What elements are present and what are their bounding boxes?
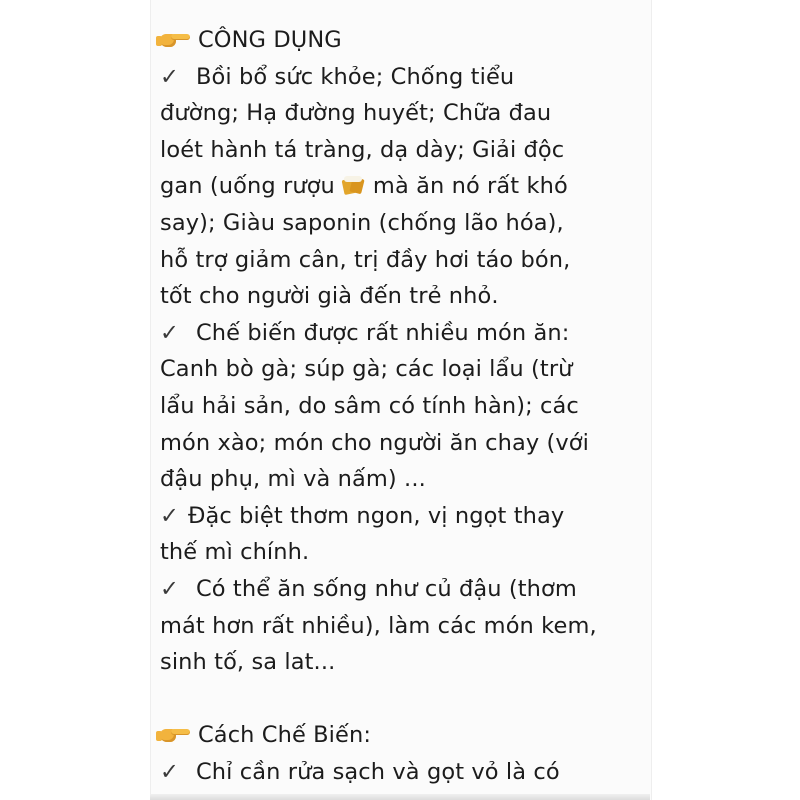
flavor-line-2: thế mì chính. [160,539,310,566]
post-content [160,22,640,790]
method-line-1: ✓ Chỉ cần rửa sạch và gọt vỏ là có [160,754,640,791]
benefit-line-1: ✓ Bồi bổ sức khỏe; Chống tiểu [160,59,640,96]
dishes-line-3: lẩu hải sản, do sâm có tính hàn); các [160,392,579,419]
beer-mugs-icon [341,176,365,196]
raw-line-2: mát hơn rất nhiều), làm các món kem, [160,612,597,639]
section-heading-method [160,717,640,754]
backhand-index-pointing-right-icon [160,30,190,48]
check-mark-icon: ✓ [160,758,179,785]
check-mark-icon: ✓ [160,502,179,529]
benefit-line-4: gan (uống rượu mà ăn nó rất khó [160,173,568,200]
check-mark-icon: ✓ [160,319,179,346]
dishes-line-1: ✓ Chế biến được rất nhiều món ăn: [160,315,640,352]
backhand-index-pointing-right-icon [160,725,190,743]
dishes-line-5: đậu phụ, mì và nấm) ... [160,466,426,493]
benefit-line-2: đường; Hạ đường huyết; Chữa đau [160,100,552,127]
raw-line-1: ✓ Có thể ăn sống như củ đậu (thơm [160,571,640,608]
raw-line-3: sinh tố, sa lat... [160,649,336,676]
benefit-line-3: loét hành tá tràng, dạ dày; Giải độc [160,136,565,163]
check-mark-icon: ✓ [160,63,179,90]
section-heading-uses [160,22,640,59]
dishes-line-2: Canh bò gà; súp gà; các loại lẩu (trừ [160,356,573,383]
heading-text: Cách Chế Biến: [198,722,372,749]
spacer [160,681,640,718]
bottom-edge [150,794,650,800]
heading-text: CÔNG DỤNG [198,27,342,53]
dishes-line-4: món xào; món cho người ăn chay (với [160,429,590,456]
benefit-line-6: hỗ trợ giảm cân, trị đầy hơi táo bón, [160,246,571,273]
benefit-line-5: say); Giàu saponin (chống lão hóa), [160,209,564,236]
benefit-line-7: tốt cho người già đến trẻ nhỏ. [160,283,499,310]
flavor-line-1: ✓ Đặc biệt thơm ngon, vị ngọt thay [160,498,640,535]
check-mark-icon: ✓ [160,575,179,602]
